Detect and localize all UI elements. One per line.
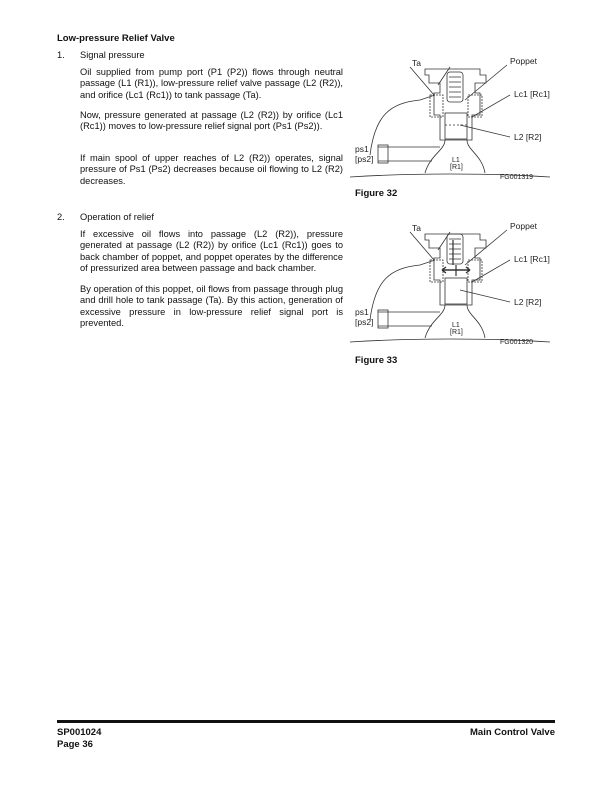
label-lc1: Lc1 [Rc1] [514,254,550,264]
label-l2: L2 [R2] [514,132,542,142]
label-r1: [R1] [450,329,463,336]
label-l2: L2 [R2] [514,297,542,307]
paragraph: Now, pressure generated at passage (L2 (R2)) by orifice (Lc1 (Rc1)) moves to low-pressure relief signal port (Ps1 (Ps2)). [80,110,343,132]
item-number: 2. [57,212,65,222]
section-title: Low-pressure Relief Valve [57,33,175,44]
label-ps1: ps1 [355,144,369,154]
figure-33-diagram [350,220,560,355]
page-number: Page 36 [57,739,93,750]
item-number: 1. [57,50,65,60]
label-poppet: Poppet [510,56,537,66]
figure-caption: Figure 33 [355,355,398,366]
label-lc1: Lc1 [Rc1] [514,89,550,99]
figure-32-diagram [350,55,560,190]
chapter-title: Main Control Valve [470,727,555,738]
paragraph: If excessive oil flows into passage (L2 (R2)), pressure generated at passage (L2 (R2)) by orifice (Lc1 (Rc1)) goes to back chamber of poppet, and poppet operates by the difference of pressurized area between passage and back chamber. [80,229,343,274]
paragraph: By operation of this poppet, oil flows from passage through plug and drill hole to tank passage (Ta). By this action, generation of excessive pressure in low-pressure relief signal port is prevented. [80,284,343,329]
figure-caption: Figure 32 [355,188,398,199]
label-ta: Ta [412,223,421,233]
doc-number: SP001024 [57,727,102,738]
footer-rule [57,720,555,723]
label-l1: L1 [452,157,460,164]
label-ps2: [ps2] [355,154,374,164]
label-poppet: Poppet [510,221,537,231]
item-heading: Signal pressure [80,50,145,60]
item-heading: Operation of relief [80,212,154,222]
label-l1: L1 [452,322,460,329]
figure-code: FG001320 [500,339,534,346]
label-ps1: ps1 [355,307,369,317]
paragraph: Oil supplied from pump port (P1 (P2)) flows through neutral passage (L1 (R1)), low-pressure relief valve passage (L2 (R2)), and orifice (Lc1 (Rc1)) to tank passage (Ta). [80,67,343,100]
label-ta: Ta [412,58,421,68]
paragraph: If main spool of upper reaches of L2 (R2)) operates, signal pressure of Ps1 (Ps2) decreases because oil flowing to L2 (R2) decreases. [80,153,343,186]
figure-code: FG001319 [500,174,534,181]
label-ps2: [ps2] [355,317,374,327]
label-r1: [R1] [450,164,463,171]
